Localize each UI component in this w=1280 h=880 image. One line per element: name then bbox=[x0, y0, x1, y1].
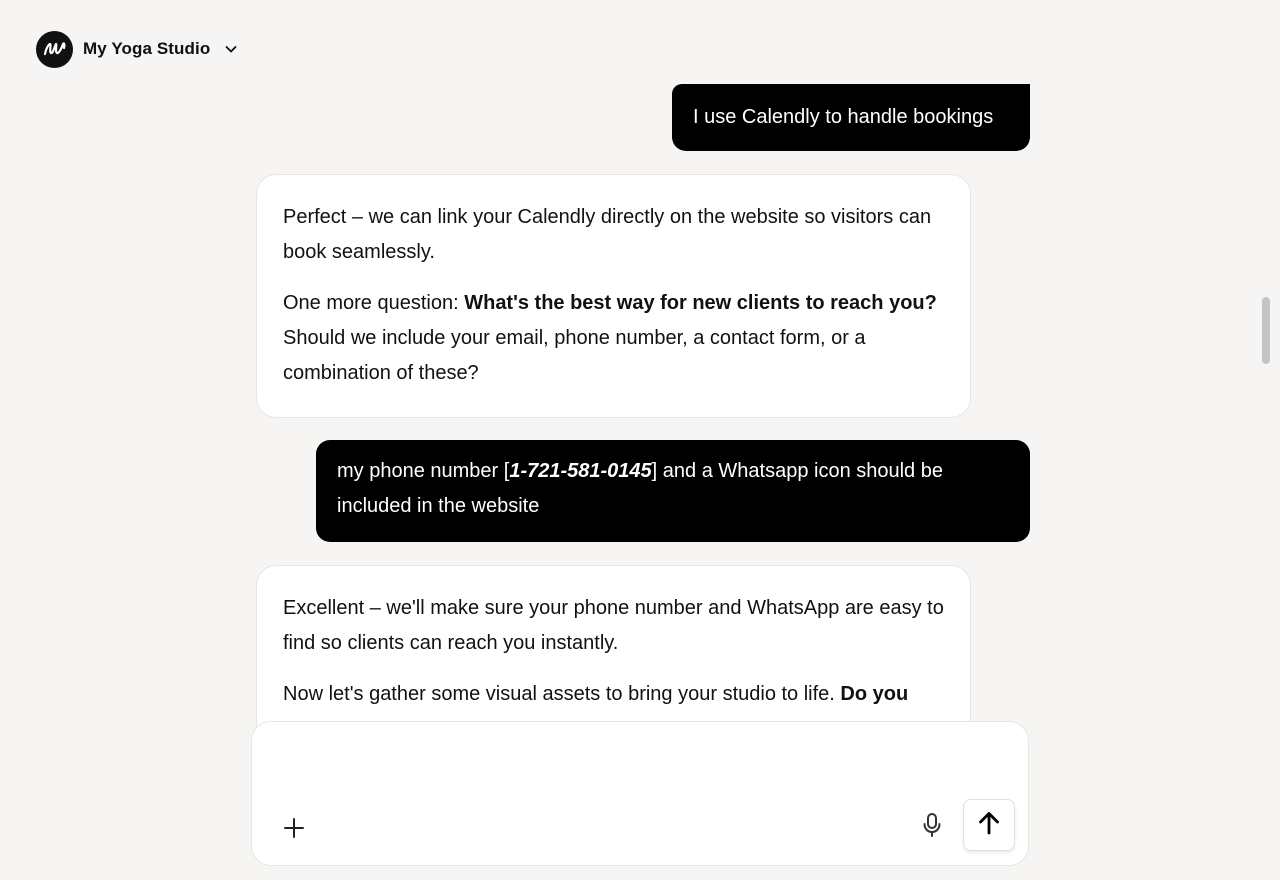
assistant-paragraph bbox=[283, 200, 944, 270]
assistant-paragraph bbox=[283, 591, 944, 661]
assistant-question-bold: What's the best way for new clients to reach you? bbox=[464, 292, 937, 314]
assistant-text: One more question: bbox=[283, 292, 465, 314]
assistant-text: Now let's gather some visual assets to bring your studio to life. bbox=[283, 683, 841, 705]
user-message-text: ] and a Whatsapp icon should be included in the website bbox=[337, 460, 943, 517]
assistant-paragraph bbox=[283, 677, 944, 712]
assistant-text: Should we include your email, phone number, a contact form, or a combination of these? bbox=[283, 327, 866, 384]
assistant-text: Excellent – we'll make sure your phone number and WhatsApp are easy to find so clients can reach you instantly. bbox=[283, 597, 944, 654]
user-message bbox=[316, 440, 1030, 542]
message-input[interactable] bbox=[276, 740, 976, 800]
bottom-edge bbox=[0, 872, 1280, 880]
phone-number: 1-721-581-0145 bbox=[509, 460, 652, 482]
studio-logo-icon[interactable] bbox=[36, 31, 73, 68]
send-button[interactable] bbox=[963, 799, 1015, 851]
plus-icon[interactable] bbox=[280, 814, 308, 842]
assistant-message bbox=[256, 174, 971, 418]
chevron-down-icon[interactable] bbox=[222, 40, 240, 58]
user-message bbox=[672, 84, 1030, 151]
site-header bbox=[36, 30, 240, 68]
scrollbar-thumb[interactable] bbox=[1262, 297, 1270, 364]
assistant-paragraph bbox=[283, 286, 944, 391]
assistant-question-bold: Do you bbox=[840, 683, 909, 705]
site-name[interactable]: My Yoga Studio bbox=[83, 39, 211, 58]
user-message-text: I use Calendly to handle bookings bbox=[693, 106, 994, 128]
assistant-text: Perfect – we can link your Calendly directly on the website so visitors can book seamlessly. bbox=[283, 206, 932, 263]
user-message-text: my phone number [ bbox=[337, 460, 510, 482]
microphone-icon[interactable] bbox=[918, 811, 946, 839]
arrow-up-icon bbox=[976, 810, 1002, 841]
message-composer bbox=[251, 721, 1029, 866]
